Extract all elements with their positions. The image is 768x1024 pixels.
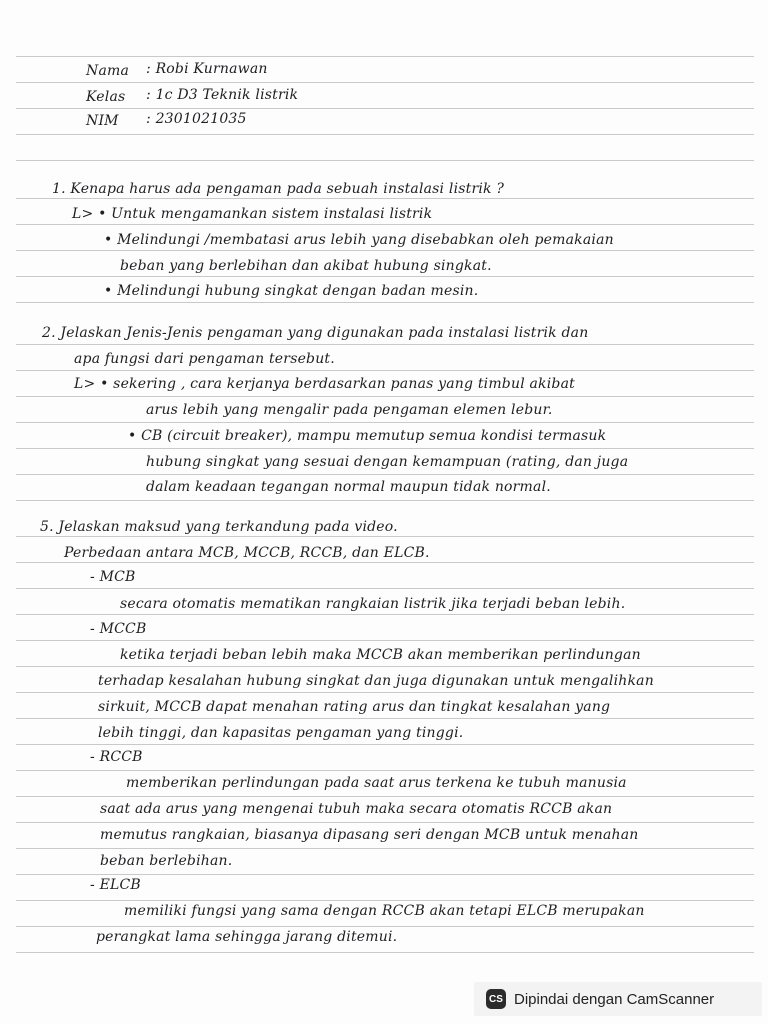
rccb-text-line: memberikan perlindungan pada saat arus terkena ke tubuh manusia [126, 775, 627, 791]
ruled-line [16, 640, 754, 641]
nama-value: : Robi Kurnawan [146, 61, 268, 77]
rccb-label: - RCCB [90, 749, 143, 765]
elcb-text-line: memiliki fungsi yang sama dengan RCCB akan tetapi ELCB merupakan [124, 903, 645, 919]
ruled-line [16, 666, 754, 667]
mcb-label: - MCB [90, 569, 136, 585]
ruled-line [16, 770, 754, 771]
ruled-line [16, 926, 754, 927]
ruled-line [16, 448, 754, 449]
answer-2-line: L> • sekering , cara kerjanya berdasarkan panas yang timbul akibat [74, 376, 575, 392]
mccb-text-line: ketika terjadi beban lebih maka MCCB akan memberikan perlindungan [120, 647, 641, 663]
ruled-line [16, 396, 754, 397]
ruled-line [16, 160, 754, 161]
answer-2-line: • CB (circuit breaker), mampu memutup semua kondisi termasuk [128, 428, 607, 444]
ruled-line [16, 536, 754, 537]
elcb-text-line: perangkat lama sehingga jarang ditemui. [96, 929, 398, 945]
nim-label: NIM [86, 113, 119, 129]
ruled-line [16, 874, 754, 875]
mccb-label: - MCCB [90, 621, 147, 637]
kelas-value: : 1c D3 Teknik listrik [146, 87, 299, 103]
mccb-text-line: lebih tinggi, dan kapasitas pengaman yang tinggi. [98, 725, 464, 741]
ruled-line [16, 198, 754, 199]
ruled-line [16, 82, 754, 83]
ruled-line [16, 614, 754, 615]
ruled-line [16, 562, 754, 563]
question-1: 1. Kenapa harus ada pengaman pada sebuah instalasi listrik ? [52, 181, 505, 197]
ruled-line [16, 134, 754, 135]
ruled-line [16, 108, 754, 109]
ruled-line [16, 744, 754, 745]
kelas-label: Kelas [86, 89, 126, 105]
mcb-text: secara otomatis mematikan rangkaian listrik jika terjadi beban lebih. [120, 596, 626, 612]
camscanner-watermark [474, 982, 762, 1016]
question-2-line: apa fungsi dari pengaman tersebut. [74, 351, 335, 367]
ruled-line [16, 588, 754, 589]
ruled-line [16, 718, 754, 719]
ruled-line [16, 276, 754, 277]
ruled-line [16, 422, 754, 423]
rccb-text-line: saat ada arus yang mengenai tubuh maka secara otomatis RCCB akan [100, 801, 613, 817]
question-5-intro: Perbedaan antara MCB, MCCB, RCCB, dan ELCB. [64, 545, 430, 561]
ruled-line [16, 56, 754, 57]
rccb-text-line: beban berlebihan. [100, 853, 233, 869]
ruled-line [16, 474, 754, 475]
camscanner-logo-icon: CS [486, 989, 506, 1009]
nim-value: : 2301021035 [146, 111, 247, 127]
question-2-line: 2. Jelaskan Jenis-Jenis pengaman yang digunakan pada instalasi listrik dan [42, 325, 589, 341]
answer-2-line: hubung singkat yang sesuai dengan kemampuan (rating, dan juga [146, 454, 629, 470]
rccb-text-line: memutus rangkaian, biasanya dipasang seri dengan MCB untuk menahan [100, 827, 639, 843]
answer-1-line: • Melindungi /membatasi arus lebih yang disebabkan oleh pemakaian [104, 232, 614, 248]
nama-label: Nama [86, 63, 130, 79]
watermark-text: Dipindai dengan CamScanner [514, 990, 715, 1008]
mccb-text-line: terhadap kesalahan hubung singkat dan juga digunakan untuk mengalihkan [98, 673, 654, 689]
answer-1-line: L> • Untuk mengamankan sistem instalasi listrik [72, 206, 433, 222]
mccb-text-line: sirkuit, MCCB dapat menahan rating arus dan tingkat kesalahan yang [98, 699, 611, 715]
ruled-line [16, 952, 754, 953]
ruled-line [16, 500, 754, 501]
elcb-label: - ELCB [90, 877, 141, 893]
ruled-line [16, 344, 754, 345]
ruled-line [16, 302, 754, 303]
ruled-line [16, 796, 754, 797]
answer-1-line: beban yang berlebihan dan akibat hubung singkat. [120, 258, 492, 274]
ruled-line [16, 370, 754, 371]
answer-1-line: • Melindungi hubung singkat dengan badan mesin. [104, 283, 479, 299]
ruled-line [16, 848, 754, 849]
ruled-line [16, 822, 754, 823]
ruled-line [16, 250, 754, 251]
question-5: 5. Jelaskan maksud yang terkandung pada video. [40, 519, 398, 535]
ruled-line [16, 692, 754, 693]
answer-2-line: arus lebih yang mengalir pada pengaman elemen lebur. [146, 402, 553, 418]
answer-2-line: dalam keadaan tegangan normal maupun tidak normal. [146, 479, 551, 495]
ruled-line [16, 224, 754, 225]
ruled-line [16, 900, 754, 901]
